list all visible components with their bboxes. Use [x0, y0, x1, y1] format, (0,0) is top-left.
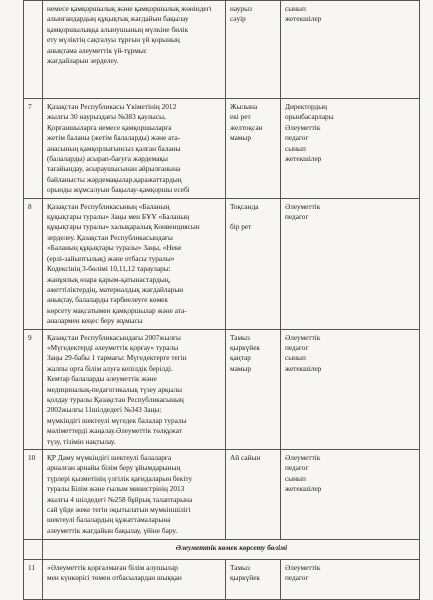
- responsible-line: жетекшілер: [285, 14, 322, 24]
- table-row: [24, 1, 420, 99]
- row-number: 11: [24, 560, 43, 600]
- responsible-line: Әлеуметтік: [285, 563, 321, 572]
- action-line: жетім баланы (жетім балаларды) және ата-: [47, 133, 181, 143]
- row-number: 7: [24, 99, 43, 199]
- action-line: аналармен кеңес беру жұмысы: [47, 316, 143, 326]
- row-number: 8: [24, 198, 43, 329]
- action-line: Кемтар балаларды әлеуметтік және: [47, 374, 157, 384]
- term-line: бір рет: [230, 222, 252, 232]
- action-line: қолдау туралы Қазақстан Республикасының: [47, 394, 184, 404]
- responsible-line: Әлеуметтік: [285, 122, 321, 132]
- action-line: құқықтары туралы» Заңы мен БҰҰ «Баланың: [47, 212, 190, 222]
- action-line: ҚР Даму мүмкіндігі шектеулі балаларға: [47, 453, 172, 462]
- responsible-cell: [281, 99, 420, 199]
- action-cell: [43, 560, 226, 600]
- action-line: Қазақстан Республикасы Үкіметінің 2012: [47, 102, 177, 111]
- action-line: тағайындау, асыраушысынан айрылғанына: [47, 164, 181, 174]
- action-line: әжеттіліктердің, материалдық жағдайларын: [47, 284, 184, 294]
- action-cell: [43, 450, 226, 540]
- term-line: наурыз: [230, 4, 252, 13]
- action-line: немесе қамқоршылық және қамқоршылық жөніндегі: [47, 4, 212, 13]
- action-line: арналған арнайы білім беру ұйымдарының: [47, 463, 181, 473]
- term-cell: [226, 560, 281, 600]
- responsible-line: педагог: [285, 212, 309, 222]
- action-line: түрлері қызметінің үлгілік қағидаларын бекіту: [47, 473, 193, 483]
- responsible-line: жетекшілер: [285, 363, 322, 373]
- responsible-line: сынып: [285, 353, 306, 363]
- responsible-line: сынып: [285, 143, 306, 153]
- term-cell: [226, 198, 281, 329]
- action-line: қамқоршылыққа алынушының мүлкіне билік: [47, 24, 189, 34]
- term-line: қыркүйек: [230, 342, 260, 352]
- action-cell: [43, 329, 226, 449]
- action-line: (ерлі-зайыптылық) және отбасы туралы»: [47, 253, 175, 263]
- action-line: жылғы 4 шілдедегі №258 бұйрық талаптарына: [47, 494, 193, 504]
- responsible-line: педагог: [285, 342, 309, 352]
- row-number: 9: [24, 329, 43, 449]
- responsible-cell: [281, 560, 420, 600]
- term-line: Тамыз: [230, 332, 250, 342]
- row-number: 10: [24, 450, 43, 540]
- action-line: шектеулі балалардың құжаттамаларына: [47, 515, 171, 525]
- action-cell: [43, 198, 226, 329]
- table-row: [24, 329, 420, 449]
- action-line: алынғандардың құқықтық жағдайын бақылау: [47, 14, 189, 24]
- term-line: мамыр: [230, 363, 251, 373]
- section-number-cell: [24, 540, 43, 560]
- section-title: Әлеуметтік көмек көрсету бөлімі: [43, 540, 420, 560]
- responsible-line: жетекшілер: [285, 154, 322, 164]
- action-line: анасының қамқорлығынсыз қалған баланы: [47, 143, 181, 153]
- term-line: [230, 212, 277, 222]
- action-line: анықтау, балаларды тәрбиелеуге көмек: [47, 295, 168, 305]
- table-row: [24, 560, 420, 600]
- action-line: жанұялық өзара қарым-қатынастардың,: [47, 274, 171, 284]
- responsible-line: жетекшілер: [285, 484, 322, 494]
- table-row: [24, 99, 420, 199]
- responsible-cell: [281, 329, 420, 449]
- table-row: [24, 198, 420, 329]
- responsible-line: педагог: [285, 463, 309, 473]
- action-line: Қазақстан Республикасындағы 2007жылғы: [47, 332, 181, 342]
- action-line: Кодексінің 3-бөлімі 10,11,12 тараулары:: [47, 264, 171, 274]
- term-line: желтоқсан: [230, 122, 263, 132]
- action-line: орынды жұмсалуын бақылау-қамқоршы есебі: [47, 185, 190, 195]
- responsible-line: Әлеуметтік: [285, 332, 321, 342]
- action-line: Заңы 29-бабы 1 тармағы: Мүгедектерге тегін: [47, 353, 187, 363]
- action-line: 2002жылғы 11шілдедегі №343 Заңы:: [47, 405, 162, 415]
- action-line: ету мүліктің сақталуы тұрғын үй қорының: [47, 35, 180, 45]
- responsible-cell: [281, 1, 420, 99]
- term-cell: [226, 329, 281, 449]
- term-cell: [226, 450, 281, 540]
- term-line: мамыр: [230, 133, 251, 143]
- action-line: туралы Білім және ғылым министрінің 2013: [47, 484, 185, 494]
- action-line: байланысты жәрдемақылар,қаражаттардың: [47, 174, 182, 184]
- responsible-line: сынып: [285, 473, 306, 483]
- action-line: «Әлеуметтік қорғалмаған білім алушылар: [47, 563, 178, 572]
- responsible-line: Әлеуметтік: [285, 453, 321, 462]
- term-cell: [226, 1, 281, 99]
- section-row: [24, 540, 420, 560]
- action-line: «Мүгедектерді әлеуметтік қорғау» туралы: [47, 342, 179, 352]
- action-line: (балаларды) асырап-бағуға жәрдемақы: [47, 154, 168, 164]
- action-line: жалпы орта білім алуға кепілдік берілді.: [47, 363, 173, 373]
- term-cell: [226, 99, 281, 199]
- responsible-cell: [281, 450, 420, 540]
- action-line: медициналық-педагогикалық түзеу арқылы: [47, 384, 183, 394]
- action-plan-body: [24, 1, 420, 600]
- responsible-line: Директордың: [285, 102, 328, 111]
- action-line: «Баланың құқықтары туралы» Заңы, «Неке: [47, 243, 182, 253]
- responsible-line: Әлеуметтік: [285, 201, 321, 211]
- responsible-cell: [281, 198, 420, 329]
- action-line: жағдайларын зерделеу.: [47, 56, 119, 66]
- action-cell: [43, 1, 226, 99]
- action-line: Қорғаншыларға немесе қамқоршыларға: [47, 122, 172, 132]
- action-line: зерделеу. Қазақстан Республикасындағы: [47, 232, 173, 242]
- responsible-line: педагог: [285, 573, 309, 583]
- term-line: Тоқсанда: [230, 201, 259, 211]
- action-plan-table: [23, 0, 420, 600]
- action-line: мен күнкөрісі төмен отбасылардан шыққан: [47, 573, 182, 583]
- responsible-line: орынбасарлары: [285, 112, 334, 122]
- action-cell: [43, 99, 226, 199]
- responsible-line: сынып: [285, 4, 306, 13]
- term-line: сәуір: [230, 14, 246, 24]
- action-line: құқықтары туралы» халықаралық Конвенциясын: [47, 222, 200, 232]
- action-line: мәліметтерді жаңалау.Әлеуметтік төлқұжат: [47, 426, 182, 436]
- term-line: Жылына: [230, 102, 258, 111]
- table-row: [24, 450, 420, 540]
- row-number: [24, 1, 43, 99]
- action-line: жылғы 30 наурыздағы №383 қаулысы,: [47, 112, 166, 122]
- term-line: қыркүйек: [230, 573, 260, 583]
- action-line: анықтама әлеуметтік үй-тұрмыс: [47, 45, 147, 55]
- action-line: Қазақстан Республикасының «Баланың: [47, 201, 170, 211]
- action-line: түзу, тізімін нақтылау.: [47, 436, 116, 446]
- action-line: әлеуметтік жағдайын бақылау, үйіне бару.: [47, 525, 178, 535]
- responsible-line: педагог: [285, 133, 309, 143]
- action-line: мүмкіндігі шектеулі мүгедек балалар туралы: [47, 415, 187, 425]
- term-line: қаңтар: [230, 353, 251, 363]
- term-line: Тамыз: [230, 563, 250, 572]
- term-line: екі рет: [230, 112, 251, 122]
- action-line: көрсету мақсатымен қамқоршылар және ата-: [47, 305, 187, 315]
- term-line: Ай сайын: [230, 453, 261, 462]
- action-line: сай үйде жеке тегін оқытылатын мүмкіншілігі: [47, 505, 191, 515]
